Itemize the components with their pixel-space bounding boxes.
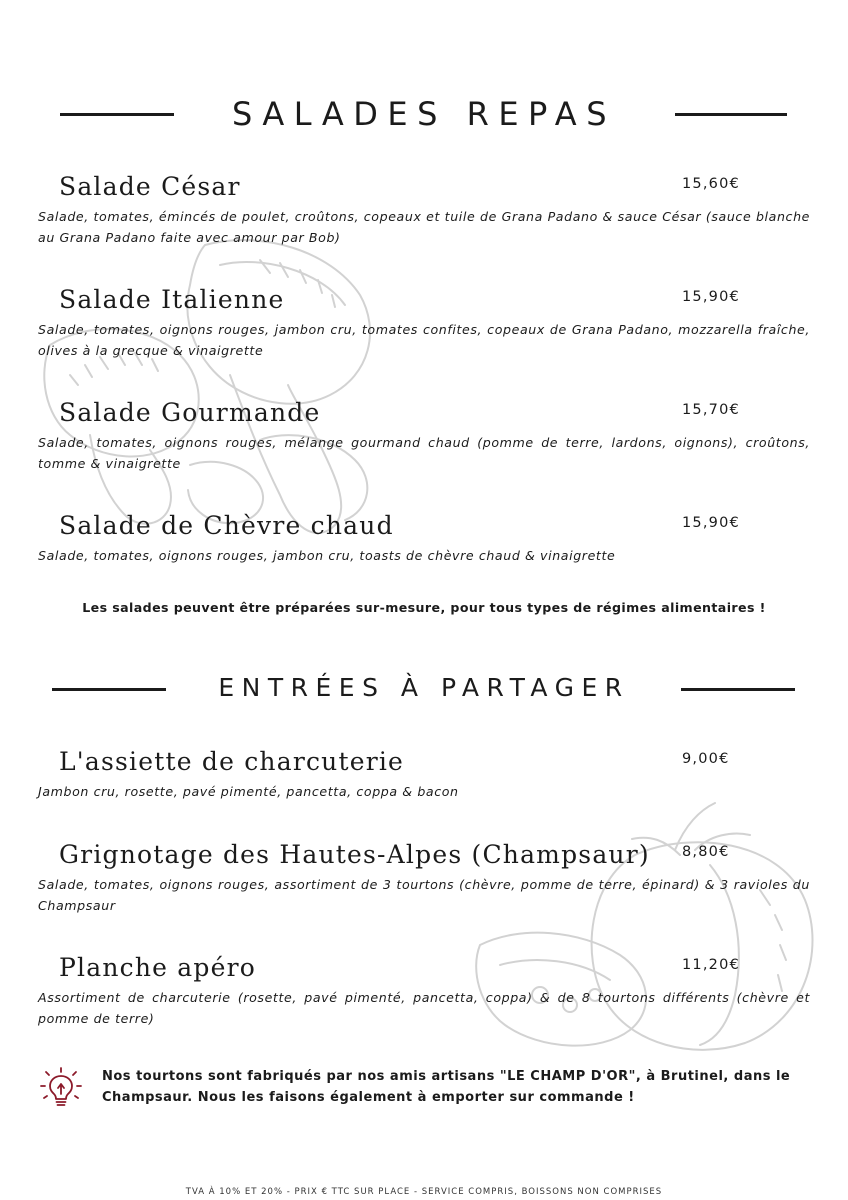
dish-name: L'assiette de charcuterie [59, 747, 405, 776]
dish-description: Salade, tomates, émincés de poulet, croûtons, copeaux et tuile de Grana Padano & sauce César (sauce blanche au Grana Padano faite avec amour par Bob) [38, 209, 810, 245]
dish-name: Salade César [59, 172, 241, 201]
section-heading: SALADES REPAS [232, 95, 616, 133]
dish-price: 9,00€ [682, 751, 730, 767]
dish-description: Salade, tomates, oignons rouges, jambon cru, tomates confites, copeaux de Grana Padano, mozzarella fraîche, olives à la grecque & vinaigrette [38, 322, 810, 358]
dish-price: 15,90€ [682, 515, 740, 531]
dish-name: Planche apéro [59, 953, 256, 982]
dish-description: Salade, tomates, oignons rouges, mélange gourmand chaud (pomme de terre, lardons, oignons), croûtons, tomme & vinaigrette [38, 435, 810, 471]
dish-price: 11,20€ [682, 957, 740, 973]
dish-price: 15,70€ [682, 402, 740, 418]
dish-name: Salade Italienne [59, 285, 285, 314]
dish-description: Jambon cru, rosette, pavé pimenté, pancetta, coppa & bacon [38, 784, 459, 799]
section-title-salades [0, 94, 848, 134]
dish-price: 8,80€ [682, 844, 730, 860]
footer-legal: TVA À 10% ET 20% - PRIX € TTC SUR PLACE - SERVICE COMPRIS, BOISSONS NON COMPRISES [185, 1187, 663, 1197]
dish-price: 15,90€ [682, 289, 740, 305]
salads-note: Les salades peuvent être préparées sur-mesure, pour tous types de régimes alimentaires ! [82, 600, 766, 615]
dish-description: Salade, tomates, oignons rouges, assortiment de 3 tourtons (chèvre, pomme de terre, épinard) & 3 ravioles du Champsaur [38, 877, 810, 913]
tourtons-note: Nos tourtons sont fabriqués par nos amis artisans "LE CHAMP D'OR", à Brutinel, dans le Champsaur. Nous les faisons également à emporter sur commande ! [102, 1069, 791, 1105]
lightbulb-icon [38, 1064, 84, 1110]
title-rule-right [681, 688, 795, 691]
dish-name: Salade de Chèvre chaud [59, 511, 394, 540]
dish-name: Salade Gourmande [59, 398, 321, 427]
title-rule-right [675, 113, 787, 116]
dish-description: Salade, tomates, oignons rouges, jambon cru, toasts de chèvre chaud & vinaigrette [38, 548, 616, 563]
dish-description: Assortiment de charcuterie (rosette, pavé pimenté, pancetta, coppa) & de 8 tourtons différents (chèvre et pomme de terre) [38, 990, 810, 1026]
dish-name: Grignotage des Hautes-Alpes (Champsaur) [59, 840, 650, 869]
section-heading: ENTRÉES À PARTAGER [218, 673, 630, 702]
dish-price: 15,60€ [682, 176, 740, 192]
section-title-entrees [0, 670, 848, 710]
